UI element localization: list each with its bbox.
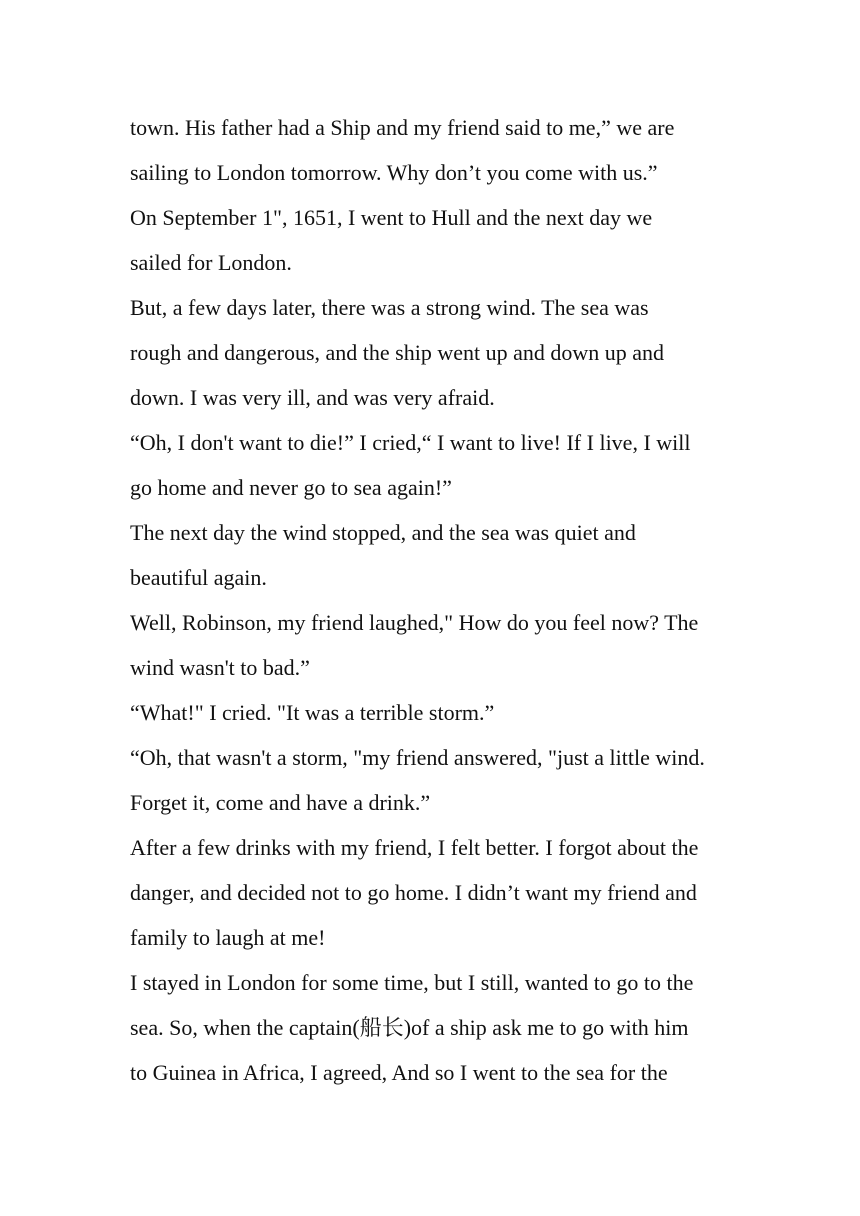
text-line: Forget it, come and have a drink.” [130,790,431,815]
text-line: sailing to London tomorrow. Why don’t you come with us.” [130,160,658,185]
text-line: danger, and decided not to go home. I didn’t want my friend and [130,880,697,905]
text-line: “Oh, that wasn't a storm, "my friend answered, "just a little wind. [130,745,705,770]
text-line: go home and never go to sea again!” [130,475,452,500]
text-line: After a few drinks with my friend, I felt better. I forgot about the [130,835,699,860]
text-line: The next day the wind stopped, and the sea was quiet and [130,520,636,545]
text-line: But, a few days later, there was a strong wind. The sea was [130,295,649,320]
text-line: rough and dangerous, and the ship went up and down up and [130,340,665,365]
text-line: “What!" I cried. "It was a terrible storm.” [130,700,495,725]
text-line: down. I was very ill, and was very afraid. [130,385,495,410]
text-line: beautiful again. [130,565,267,590]
text-line: On September 1", 1651, I went to Hull and the next day we [130,205,653,230]
text-line: town. His father had a Ship and my friend said to me,” we are [130,115,675,140]
text-line: “Oh, I don't want to die!” I cried,“ I want to live! If I live, I will [130,430,691,455]
text-line: Well, Robinson, my friend laughed," How do you feel now? The [130,610,699,635]
text-line: sea. So, when the captain(船长)of a ship ask me to go with him [130,1015,689,1040]
text-line: to Guinea in Africa, I agreed, And so I went to the sea for the [130,1060,668,1085]
text-line: sailed for London. [130,250,292,275]
text-line: wind wasn't to bad.” [130,655,310,680]
text-line: I stayed in London for some time, but I still, wanted to go to the [130,970,694,995]
text-line: family to laugh at me! [130,925,326,950]
